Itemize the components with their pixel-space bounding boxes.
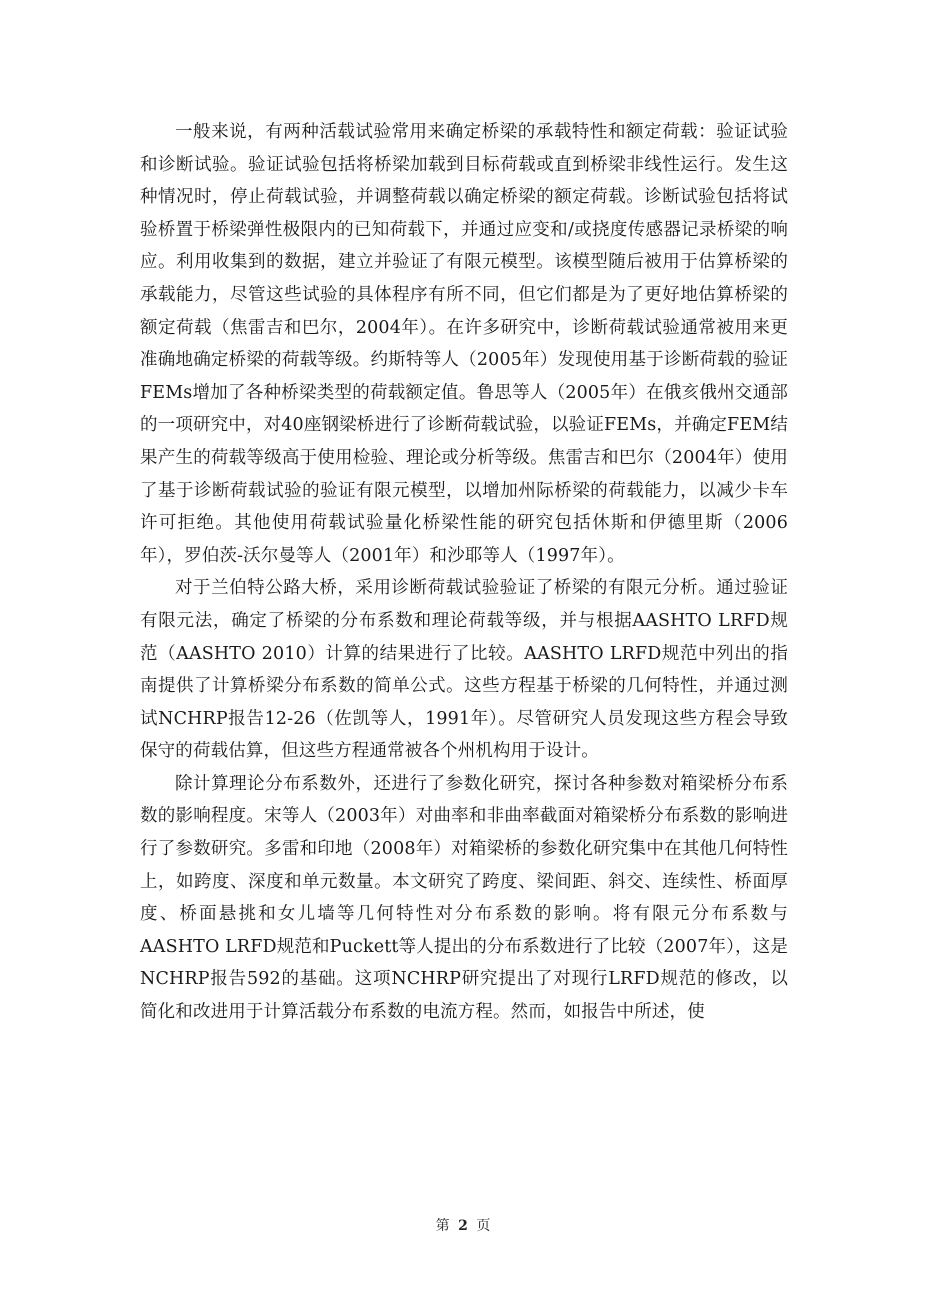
page-footer	[0, 1215, 926, 1235]
paragraph-lambert-bridge: 对于兰伯特公路大桥，采用诊断荷载试验验证了桥梁的有限元分析。通过验证有限元法，确定了桥梁的分布系数和理论荷载等级，并与根据AASHTO LRFD规范（AASHTO 2010）计算的结果进行了比较。AASHTO LRFD规范中列出的指南提供了计算桥梁分布系数的简单公式。这些方程基于桥梁的几何特性，并通过测试NCHRP报告12-26（佐凯等人，1991年）。尽管研究人员发现这些方程会导致保守的荷载估算，但这些方程通常被各个州机构用于设计。	[140, 578, 788, 762]
body-text	[140, 116, 788, 1029]
paragraph-parametric-study: 除计算理论分布系数外，还进行了参数化研究，探讨各种参数对箱梁桥分布系数的影响程度。宋等人（2003年）对曲率和非曲率截面对箱梁桥分布系数的影响进行了参数研究。多雷和印地（2008年）对箱梁桥的参数化研究集中在其他几何特性上，如跨度、深度和单元数量。本文研究了跨度、梁间距、斜交、连续性、桥面厚度、桥面悬挑和女儿墙等几何特性对分布系数的影响。将有限元分布系数与AASHTO LRFD规范和Puckett等人提出的分布系数进行了比较（2007年），这是NCHRP报告592的基础。这项NCHRP研究提出了对现行LRFD规范的修改，以简化和改进用于计算活载分布系数的电流方程。然而，如报告中所述，使	[140, 773, 788, 1023]
paragraph-live-load-tests: 一般来说，有两种活载试验常用来确定桥梁的承载特性和额定荷载：验证试验和诊断试验。验证试验包括将桥梁加载到目标荷载或直到桥梁非线性运行。发生这种情况时，停止荷载试验，并调整荷载以确定桥梁的额定荷载。诊断试验包括将试验桥置于桥梁弹性极限内的已知荷载下，并通过应变和/或挠度传感器记录桥梁的响应。利用收集到的数据，建立并验证了有限元模型。该模型随后被用于估算桥梁的承载能力，尽管这些试验的具体程序有所不同，但它们都是为了更好地估算桥梁的额定荷载（焦雷吉和巴尔，2004年）。在许多研究中，诊断荷载试验通常被用来更准确地确定桥梁的荷载等级。约斯特等人（2005年）发现使用基于诊断荷载的验证FEMs增加了各种桥梁类型的荷载额定值。鲁思等人（2005年）在俄亥俄州交通部的一项研究中，对40座钢梁桥进行了诊断荷载试验，以验证FEMs，并确定FEM结果产生的荷载等级高于使用检验、理论或分析等级。焦雷吉和巴尔（2004年）使用了基于诊断荷载试验的验证有限元模型，以增加州际桥梁的荷载能力，以减少卡车许可拒绝。其他使用荷载试验量化桥梁性能的研究包括休斯和伊德里斯（2006年），罗伯茨-沃尔曼等人（2001年）和沙耶等人（1997年）。	[140, 122, 788, 566]
page-number: 2	[458, 1218, 468, 1234]
page-number-prefix: 第	[435, 1218, 450, 1234]
page-number-suffix: 页	[476, 1218, 491, 1234]
